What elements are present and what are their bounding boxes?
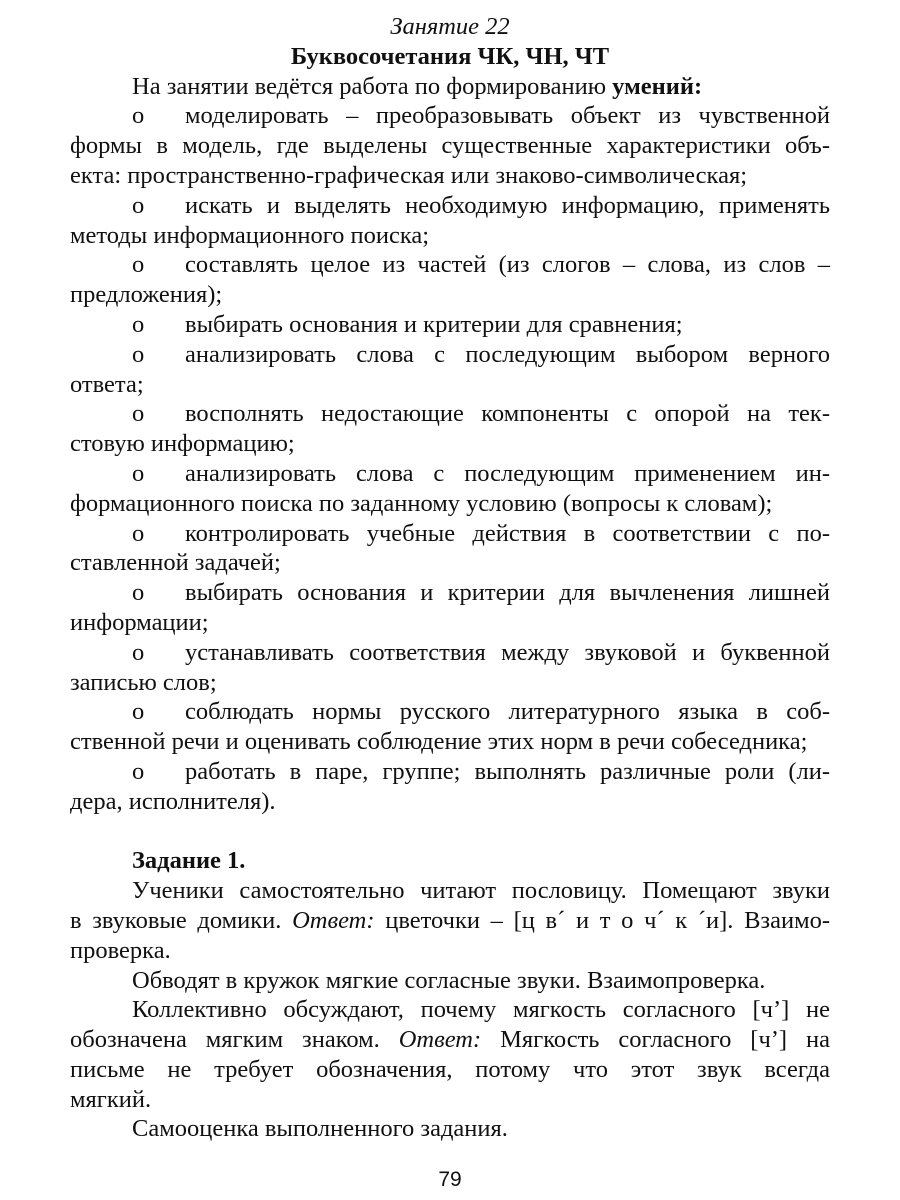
text-segment: Ученики самостоятельно читают пословицу. Помещают звуки: [132, 877, 830, 905]
text-line: [70, 638, 830, 668]
text-segment: На занятии ведётся работа по формированию: [132, 72, 613, 100]
text-line: [70, 697, 830, 727]
bullet-icon: o: [132, 251, 145, 279]
intro-paragraph: [70, 72, 830, 102]
bullet-icon: o: [132, 698, 145, 726]
text-segment: письме не требует обозначения, потому что этот звук всегда: [70, 1055, 830, 1083]
text-line: [70, 876, 830, 906]
text-segment: методы информационного поиска;: [70, 221, 430, 249]
bullet-icon: o: [132, 519, 145, 547]
bullet-icon: o: [132, 340, 145, 368]
text-line: [70, 906, 830, 936]
text-segment: формационного поиска по заданному условию (вопросы к словам);: [70, 489, 773, 517]
text-segment: дера, исполнителя).: [70, 787, 276, 815]
text-segment: ственной речи и оценивать соблюдение этих норм в речи собеседника;: [70, 728, 808, 756]
text-line: [70, 310, 830, 340]
list-item: [70, 638, 830, 698]
text-segment: мягкий.: [70, 1085, 152, 1113]
text-segment: восполнять недостающие компоненты с опорой на тек-: [185, 400, 830, 428]
text-line: [70, 727, 830, 757]
text-segment: искать и выделять необходимую информацию, применять: [185, 191, 830, 219]
text-segment: Мягкость согласного [ч’] на: [481, 1026, 831, 1054]
task-body: [70, 876, 830, 1144]
list-item: [70, 191, 830, 251]
text-segment: информации;: [70, 608, 209, 636]
text-line: [70, 161, 830, 191]
text-line: [70, 101, 830, 131]
text-line: [70, 1055, 830, 1085]
text-line: [70, 131, 830, 161]
text-line: [70, 280, 830, 310]
text-segment: предложения);: [70, 281, 223, 309]
text-line: [70, 399, 830, 429]
text-segment: стовую информацию;: [70, 430, 295, 458]
page-number: 79: [438, 1168, 462, 1191]
text-segment: екта: пространственно-графическая или знаково-символическая;: [70, 161, 748, 189]
text-line: [70, 578, 830, 608]
text-segment: Коллективно обсуждают, почему мягкость согласного [ч’] не: [132, 996, 830, 1024]
text-segment: Самооценка выполненного задания.: [132, 1115, 508, 1143]
lesson-title: Буквосочетания ЧК, ЧН, ЧТ: [290, 42, 610, 70]
list-item: [70, 399, 830, 459]
text-line: [70, 1025, 830, 1055]
text-segment: анализировать слова с последующим применением ин-: [185, 459, 830, 487]
bullet-icon: o: [132, 757, 145, 785]
task-paragraph: [70, 966, 830, 996]
text-line: [70, 519, 830, 549]
text-segment: проверка.: [70, 936, 171, 964]
list-item: [70, 250, 830, 310]
text-line: [70, 757, 830, 787]
list-item: [70, 757, 830, 817]
text-segment: Обводят в кружок мягкие согласные звуки. Взаимопроверка.: [132, 966, 766, 994]
task-paragraph: [70, 995, 830, 1114]
bold-text: умений:: [612, 72, 703, 100]
bullet-icon: o: [132, 579, 145, 607]
bullet-icon: o: [132, 191, 145, 219]
skills-list: [70, 101, 830, 816]
text-segment: выбирать основания и критерии для сравнения;: [185, 310, 683, 338]
text-line: [70, 966, 830, 996]
text-segment: контролировать учебные действия в соответствии с по-: [185, 519, 830, 547]
text-line: [70, 250, 830, 280]
list-item: [70, 459, 830, 519]
bullet-icon: o: [132, 459, 145, 487]
task-paragraph: [70, 876, 830, 965]
text-line: [70, 1114, 830, 1144]
task-title: Задание 1.: [132, 847, 246, 875]
text-line: [70, 995, 830, 1025]
list-item: [70, 578, 830, 638]
text-segment: составлять целое из частей (из слогов – слова, из слов –: [185, 251, 830, 279]
text-line: [70, 370, 830, 400]
list-item: [70, 519, 830, 579]
text-line: [70, 936, 830, 966]
text-line: [70, 608, 830, 638]
text-segment: моделировать – преобразовывать объект из чувственной: [185, 102, 830, 130]
text-line: [70, 1085, 830, 1115]
italic-text: Ответ:: [398, 1026, 482, 1054]
text-line: [70, 489, 830, 519]
list-item: [70, 101, 830, 190]
list-item: [70, 697, 830, 757]
text-segment: анализировать слова с последующим выбором верного: [185, 340, 830, 368]
document-page: [70, 12, 830, 1144]
bullet-icon: o: [132, 400, 145, 428]
bullet-icon: o: [132, 638, 145, 666]
text-line: [70, 72, 830, 102]
list-item: [70, 310, 830, 340]
bullet-icon: o: [132, 310, 145, 338]
text-line: [70, 340, 830, 370]
italic-text: Ответ:: [292, 906, 375, 934]
text-segment: в звуковые домики.: [70, 906, 293, 934]
task-paragraph: [70, 1114, 830, 1144]
bullet-icon: o: [132, 102, 145, 130]
text-line: [70, 548, 830, 578]
text-segment: записью слов;: [70, 668, 217, 696]
list-item: [70, 340, 830, 400]
text-segment: ответа;: [70, 370, 144, 398]
text-segment: работать в паре, группе; выполнять различные роли (ли-: [185, 757, 830, 785]
text-segment: ставленной задачей;: [70, 549, 281, 577]
text-line: [70, 191, 830, 221]
text-segment: устанавливать соответствия между звуковой и буквенной: [185, 638, 830, 666]
text-segment: формы в модель, где выделены существенные характеристики объ-: [70, 132, 830, 160]
text-segment: выбирать основания и критерии для вычленения лишней: [185, 579, 830, 607]
text-line: [70, 429, 830, 459]
text-segment: соблюдать нормы русского литературного языка в соб-: [185, 698, 830, 726]
text-line: [70, 459, 830, 489]
text-segment: цветочки – [ц в´ и т о ч´ к ´и]. Взаимо-: [374, 906, 831, 934]
text-line: [70, 668, 830, 698]
lesson-number: Занятие 22: [390, 13, 510, 40]
text-segment: обозначена мягким знаком.: [70, 1026, 399, 1054]
text-line: [70, 787, 830, 817]
text-line: [70, 221, 830, 251]
